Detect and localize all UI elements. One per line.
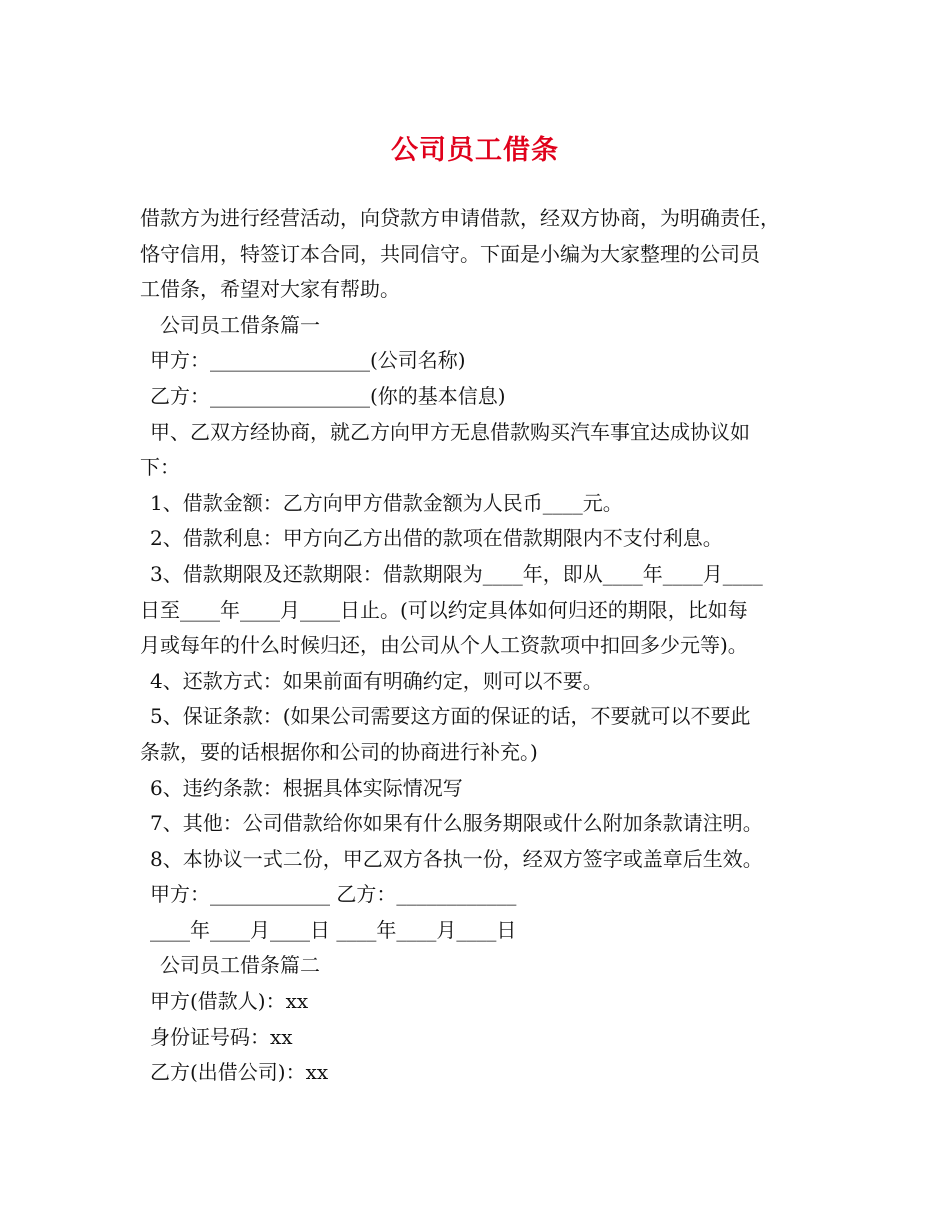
body-line: 1、借款金额：乙方向甲方借款金额为人民币____元。 (150, 490, 623, 515)
body-line: ____年____月____日 ____年____月____日 (150, 917, 517, 942)
body-line: 月或每年的什么时候归还，由公司从个人工资款项中扣回多少元等)。 (140, 633, 748, 658)
document-title: 公司员工借条 (391, 135, 559, 166)
body-line: 恪守信用，特签订本合同，共同信守。下面是小编为大家整理的公司员 (140, 241, 760, 266)
body-line: 8、本协议一式二份，甲乙双方各执一份，经双方签字或盖章后生效。 (150, 846, 763, 871)
body-line: 5、保证条款：(如果公司需要这方面的保证的话，不要就可以不要此 (150, 704, 751, 729)
body-line: 甲方：________________(公司名称) (150, 348, 466, 373)
body-line: 乙方(出借公司)：xx (150, 1060, 329, 1085)
body-line: 日至____年____月____日止。(可以约定具体如何归还的期限，比如每 (140, 597, 748, 622)
body-line: 甲、乙双方经协商，就乙方向甲方无息借款购买汽车事宜达成协议如 (150, 419, 750, 444)
body-line: 条款，要的话根据你和公司的协商进行补充。) (140, 739, 538, 764)
body-line: 3、借款期限及还款期限：借款期限为____年，即从____年____月____ (150, 561, 763, 586)
body-line: 7、其他：公司借款给你如果有什么服务期限或什么附加条款请注明。 (150, 811, 763, 836)
body-line: 乙方：________________(你的基本信息) (150, 383, 506, 408)
body-line: 甲方(借款人)：xx (150, 989, 309, 1014)
body-line: 工借条，希望对大家有帮助。 (140, 277, 400, 302)
body-line: 4、还款方式：如果前面有明确约定，则可以不要。 (150, 668, 603, 693)
body-line: 2、借款利息：甲方向乙方出借的款项在借款期限内不支付利息。 (150, 526, 723, 551)
document-body (140, 201, 840, 1091)
body-line: 下： (140, 455, 180, 480)
body-line: 借款方为进行经营活动，向贷款方申请借款，经双方协商，为明确责任， (140, 206, 780, 230)
body-line: 身份证号码：xx (150, 1024, 293, 1049)
body-line: 公司员工借条篇二 (160, 953, 320, 978)
body-line: 公司员工借条篇一 (160, 312, 320, 337)
body-line: 甲方：____________ 乙方：____________ (150, 882, 517, 907)
body-line: 6、违约条款：根据具体实际情况写 (150, 775, 463, 800)
